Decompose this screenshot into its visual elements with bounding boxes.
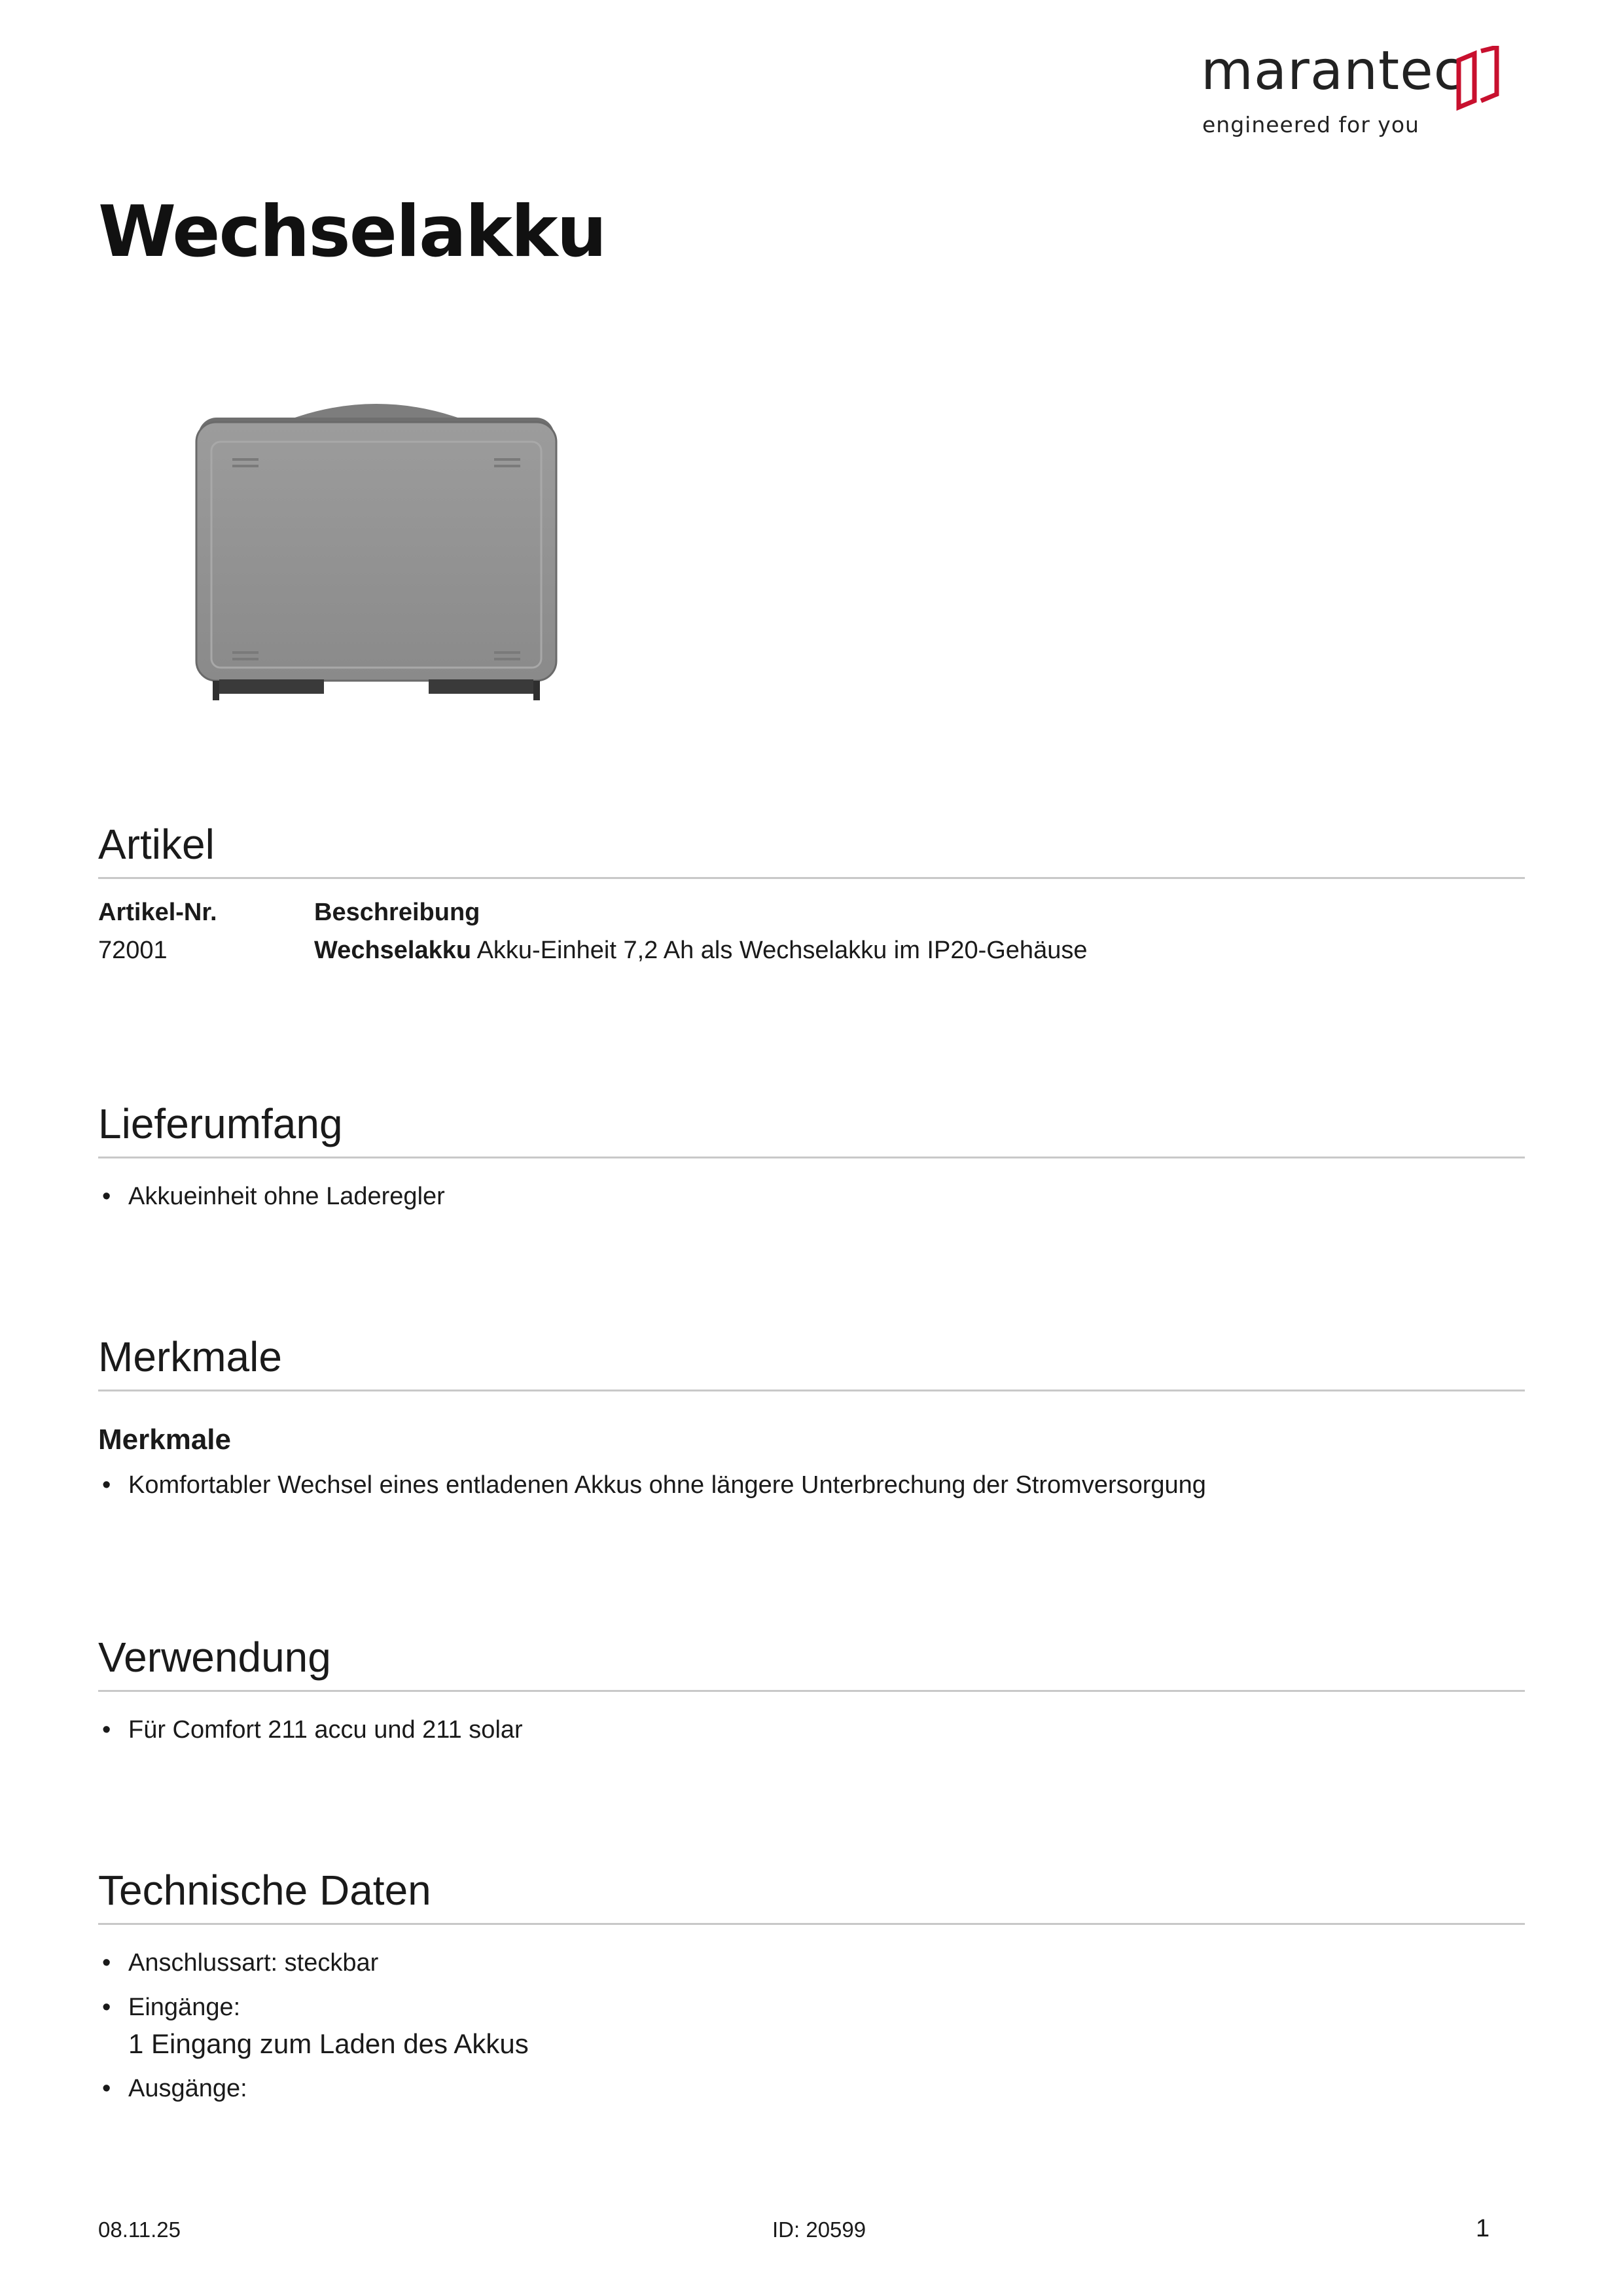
list-item: • Komfortabler Wechsel eines entladenen Akkus ohne längere Unterbrechung der Stromversorgung: [98, 1467, 1525, 1503]
footer-date: 08.11.25: [98, 2217, 181, 2242]
column-header-artikel-nr: Artikel-Nr.: [98, 899, 217, 926]
section-heading: Technische Daten: [98, 1864, 1525, 1925]
section-technische-daten: [98, 1864, 1525, 2115]
artikel-description-name: Wechselakku: [314, 937, 472, 964]
merkmale-subheading: Merkmale: [98, 1424, 232, 1456]
section-merkmale: [98, 1331, 1525, 1511]
section-verwendung: [98, 1631, 1525, 1756]
section-heading: Lieferumfang: [98, 1098, 1525, 1158]
section-heading: Artikel: [98, 818, 1525, 879]
logo-tagline: engineered for you: [1202, 112, 1419, 137]
list-item: • Für Comfort 211 accu und 211 solar: [98, 1712, 1525, 1748]
eingaenge-label: Eingänge:: [128, 1994, 241, 2021]
artikel-description-text: Akku-Einheit 7,2 Ah als Wechselakku im IP20-Gehäuse: [476, 937, 1088, 964]
footer-document-id: ID: 20599: [772, 2217, 866, 2242]
column-header-beschreibung: Beschreibung: [314, 899, 480, 926]
section-artikel: [98, 818, 1525, 969]
footer-page-number: 1: [1476, 2215, 1490, 2242]
list-item: • Akkueinheit ohne Laderegler: [98, 1178, 1525, 1215]
list-item: [98, 1989, 1525, 2062]
door-mark-icon: [1455, 46, 1501, 111]
logo-wordmark: marantec: [1201, 40, 1464, 102]
section-heading: Verwendung: [98, 1631, 1525, 1692]
section-lieferumfang: [98, 1098, 1525, 1223]
artikel-description: [314, 931, 1525, 969]
list-item: • Anschlussart: steckbar: [98, 1945, 1525, 1981]
section-heading: Merkmale: [98, 1331, 1525, 1391]
brand-logo: [1201, 40, 1502, 149]
battery-case-image: [193, 393, 560, 704]
eingaenge-value: 1 Eingang zum Laden des Akkus: [128, 2028, 529, 2059]
page-title: Wechselakku: [98, 191, 606, 273]
artikel-table: [98, 893, 1525, 969]
list-item: • Ausgänge:: [98, 2070, 1525, 2107]
artikel-nr-value: 72001: [98, 937, 168, 964]
